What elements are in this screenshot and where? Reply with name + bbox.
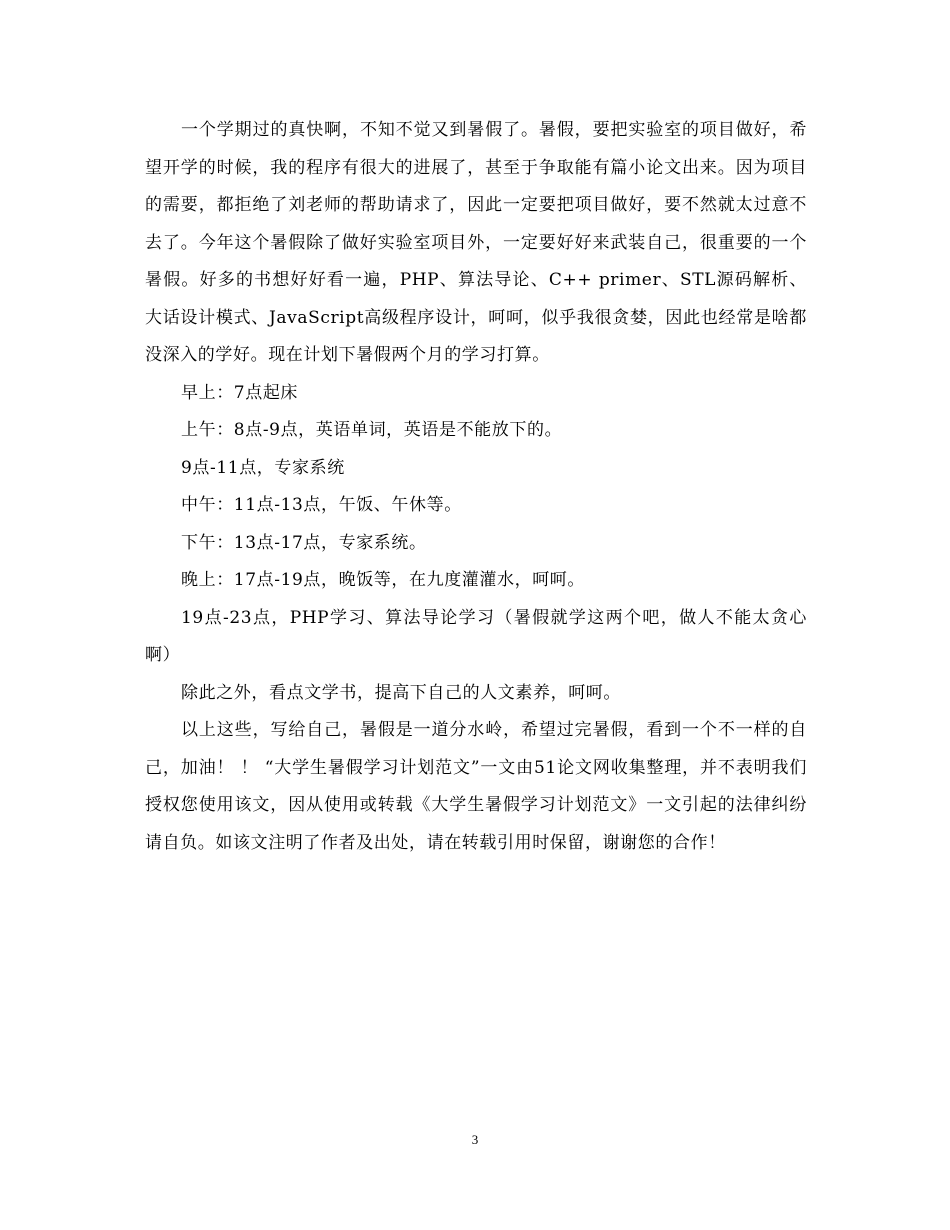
- paragraph-evening: 晚上：17点-19点，晚饭等，在九度灌灌水，呵呵。: [181, 570, 586, 590]
- paragraph-conclusion: 以上这些，写给自己，暑假是一道分水岭，希望过完暑假，看到一个不一样的自己，加油！ ！ “大学生暑假学习计划范文”一文由51论文网收集整理，并不表明我们授权您使用该文，因从使用或转载《大学生暑假学习计划范文》一文引起的法律纠纷请自负。如该文注明了作者及出处，请在转载引用时保留，谢谢您的合作！: [145, 720, 807, 853]
- paragraph-noon: 中午：11点-13点，午饭、午休等。: [181, 495, 462, 515]
- paragraph-night-study: 19点-23点，PHP学习、算法导论学习（暑假就学这两个吧，做人不能太贪心啊）: [145, 607, 807, 665]
- paragraph-intro: 一个学期过的真快啊，不知不觉又到暑假了。暑假，要把实验室的项目做好，希望开学的时候，我的程序有很大的进展了，甚至于争取能有篇小论文出来。因为项目的需要，都拒绝了刘老师的帮助请求了，因此一定要把项目做好，要不然就太过意不去了。今年这个暑假除了做好实验室项目外，一定要好好来武装自己，很重要的一个暑假。好多的书想好好看一遍，PHP、算法导论、C++ primer、STL源码解析、大话设计模式、JavaScript高级程序设计，呵呵，似乎我很贪婪，因此也经常是啥都没深入的学好。现在计划下暑假两个月的学习打算。: [145, 120, 807, 365]
- paragraph-expert-system: 9点-11点，专家系统: [181, 457, 345, 478]
- paragraph-forenoon: 上午：8点-9点，英语单词，英语是不能放下的。: [181, 420, 563, 440]
- paragraph-afternoon: 下午：13点-17点，专家系统。: [181, 532, 427, 553]
- body-text: [145, 112, 807, 862]
- page-number: 3: [471, 1132, 479, 1147]
- paragraph-morning-wake: 早上：7点起床: [181, 382, 299, 403]
- paragraph-extra-reading: 除此之外，看点文学书，提高下自己的人文素养，呵呵。: [181, 682, 621, 703]
